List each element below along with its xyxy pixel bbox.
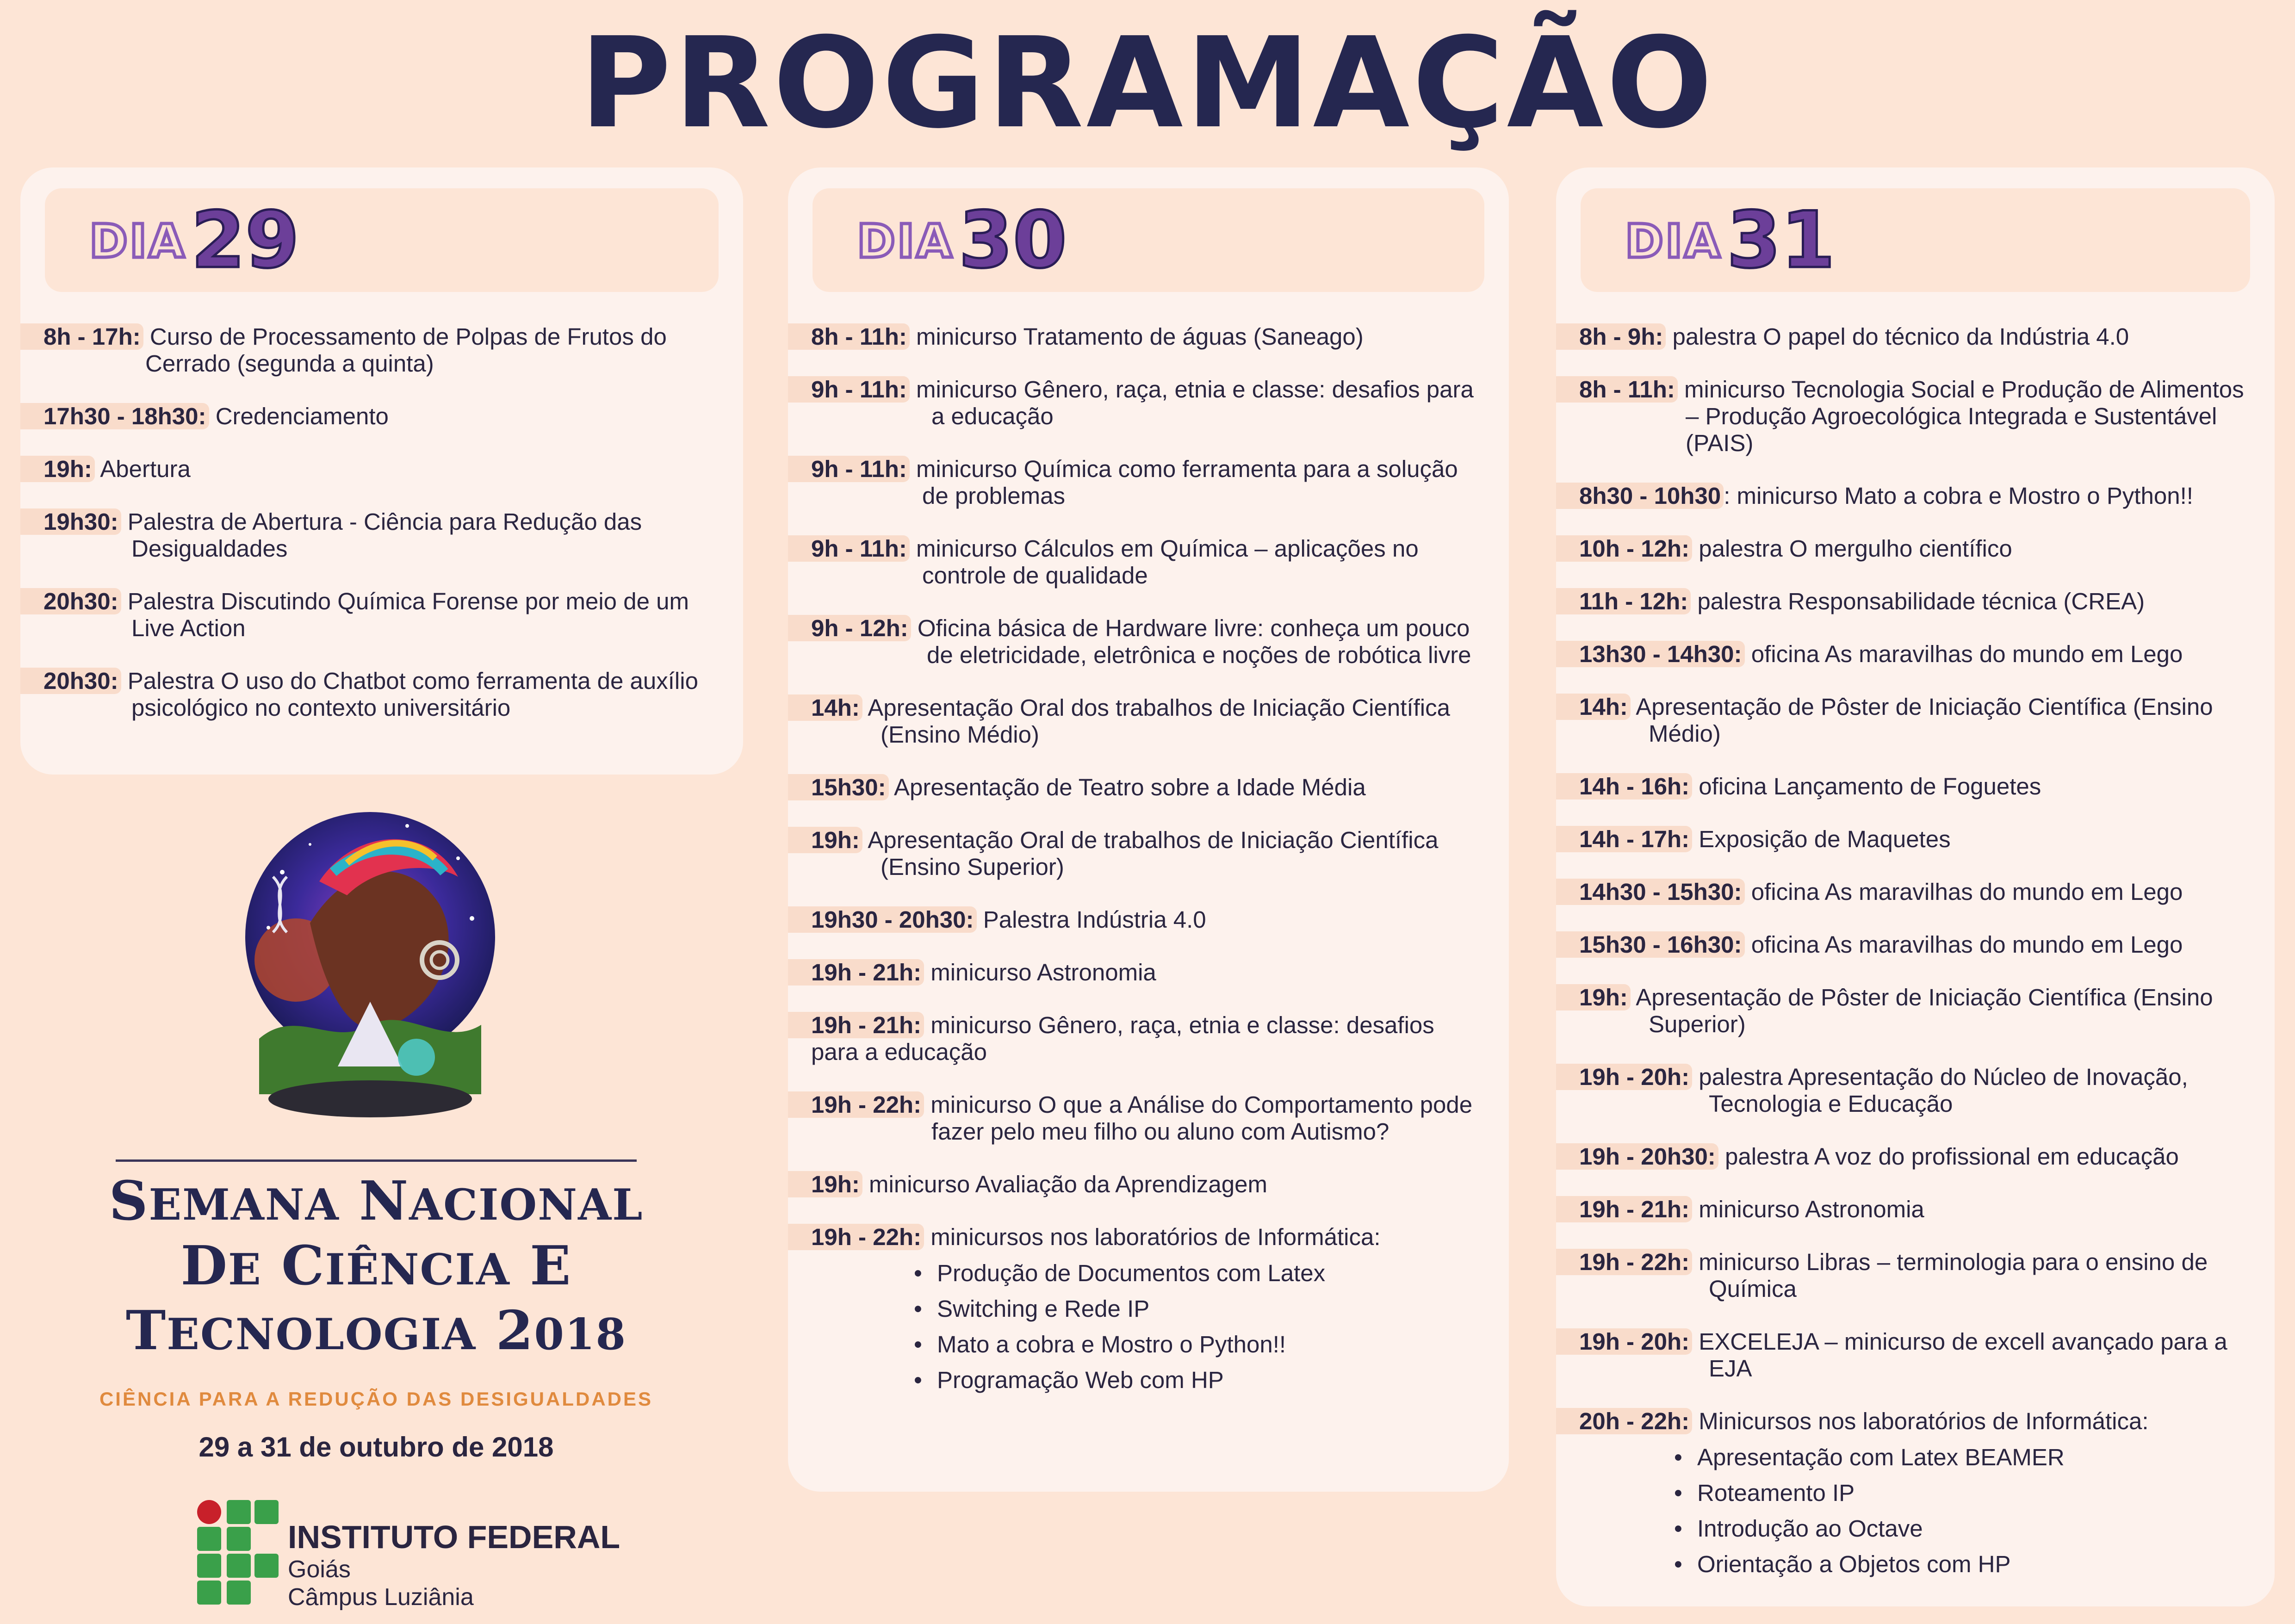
schedule-time: 14h: — [1556, 694, 1631, 720]
schedule-description: minicurso Química como ferramenta para a solução de problemas — [909, 456, 1458, 509]
day-label: DIA — [857, 214, 954, 268]
schedule-description: oficina Lançamento de Foguetes — [1692, 773, 2041, 800]
schedule-item-text — [20, 508, 743, 562]
schedule-description: Curso de Processamento de Polpas de Frutos do Cerrado (segunda a quinta) — [143, 323, 667, 377]
schedule-description: minicurso Libras – terminologia para o ensino de Química — [1692, 1249, 2208, 1302]
schedule-item — [788, 615, 1509, 669]
schedule-item-text — [788, 535, 1509, 589]
schedule-item — [788, 1091, 1509, 1145]
schedule-list — [20, 323, 743, 747]
schedule-description: oficina As maravilhas do mundo em Lego — [1744, 641, 2183, 667]
schedule-item-text — [788, 694, 1509, 748]
schedule-description: Apresentação de Pôster de Iniciação Científica (Ensino Superior) — [1630, 984, 2213, 1037]
schedule-item — [1556, 826, 2275, 853]
schedule-time: 15h30: — [788, 774, 889, 800]
schedule-description: : minicurso Mato a cobra e Mostro o Python!! — [1724, 483, 2193, 509]
schedule-item — [1556, 694, 2275, 747]
day-column-31 — [1556, 167, 2275, 1606]
schedule-item-text — [20, 323, 743, 377]
schedule-item-text — [1556, 1408, 2275, 1435]
schedule-time: 11h - 12h: — [1556, 588, 1691, 614]
schedule-item — [1556, 535, 2275, 562]
schedule-time: 20h - 22h: — [1556, 1408, 1692, 1434]
schedule-description: Oficina básica de Hardware livre: conheça um pouco de eletricidade, eletrônica e noções de robótica livre — [911, 615, 1471, 668]
schedule-item — [788, 1224, 1509, 1398]
schedule-description: Apresentação Oral dos trabalhos de Iniciação Científica (Ensino Médio) — [862, 694, 1450, 748]
schedule-time: 19h30 - 20h30: — [788, 906, 977, 933]
schedule-description: palestra O papel do técnico da Indústria 4.0 — [1666, 323, 2129, 350]
schedule-item-text — [788, 1171, 1509, 1198]
schedule-description: palestra Apresentação do Núcleo de Inovação, Tecnologia e Educação — [1692, 1064, 2188, 1117]
event-title-line: SEMANA NACIONAL — [109, 1170, 644, 1233]
institution-campus: Câmpus Luziânia — [288, 1584, 474, 1611]
schedule-description: minicurso Gênero, raça, etnia e classe: desafios para a educação — [811, 1012, 1434, 1065]
schedule-description: oficina As maravilhas do mundo em Lego — [1744, 879, 2183, 905]
schedule-description: minicurso Cálculos em Química – aplicações no controle de qualidade — [909, 535, 1419, 589]
schedule-list — [788, 323, 1509, 1424]
bullet-item: • Mato a cobra e Mostro o Python!! — [937, 1326, 1509, 1362]
bullet-item: • Produção de Documentos com Latex — [937, 1255, 1509, 1291]
schedule-time: 19h - 20h: — [1556, 1064, 1692, 1090]
schedule-description: minicurso Astronomia — [1692, 1196, 1924, 1222]
schedule-time: 9h - 11h: — [788, 535, 910, 562]
event-title — [69, 1171, 683, 1365]
schedule-description: palestra A voz do profissional em educação — [1718, 1143, 2179, 1170]
schedule-item — [1556, 483, 2275, 509]
schedule-time: 8h - 11h: — [1556, 376, 1678, 403]
schedule-item — [1556, 879, 2275, 905]
schedule-item — [788, 376, 1509, 430]
day-header — [45, 188, 719, 292]
day-label: DIA — [1625, 214, 1722, 268]
schedule-item — [1556, 984, 2275, 1038]
day-column-29 — [20, 167, 743, 775]
schedule-item — [788, 906, 1509, 933]
schedule-item-text — [1556, 323, 2275, 350]
schedule-item-text — [1556, 879, 2275, 905]
schedule-time: 10h - 12h: — [1556, 535, 1692, 562]
bullet-item: • Introdução ao Octave — [1697, 1511, 2275, 1546]
schedule-description: oficina As maravilhas do mundo em Lego — [1744, 931, 2183, 958]
bullet-list — [1556, 1439, 2275, 1582]
schedule-item-text — [788, 1091, 1509, 1145]
schedule-item-text — [1556, 931, 2275, 958]
schedule-item — [788, 535, 1509, 589]
schedule-item-text — [1556, 826, 2275, 853]
schedule-item-text — [1556, 1196, 2275, 1223]
schedule-item — [1556, 1143, 2275, 1170]
schedule-description: minicurso O que a Análise do Comportamento pode fazer pelo meu filho ou aluno com Autismo? — [924, 1091, 1473, 1145]
schedule-time: 9h - 11h: — [788, 456, 910, 482]
schedule-description: palestra O mergulho científico — [1692, 535, 2012, 562]
page-title: PROGRAMAÇÃO — [579, 10, 1716, 156]
schedule-time: 19h - 21h: — [788, 959, 924, 986]
schedule-item-text — [1556, 1064, 2275, 1117]
schedule-time: 8h - 9h: — [1556, 323, 1666, 350]
schedule-time: 9h - 12h: — [788, 615, 911, 641]
schedule-item-text — [788, 615, 1509, 669]
schedule-description: Palestra Discutindo Química Forense por meio de um Live Action — [121, 588, 689, 641]
schedule-time: 8h30 - 10h30 — [1556, 483, 1724, 509]
schedule-item-text — [788, 1012, 1509, 1066]
schedule-item-text — [788, 959, 1509, 986]
institution-name: INSTITUTO FEDERAL — [288, 1519, 620, 1555]
bullet-item: • Switching e Rede IP — [937, 1291, 1509, 1326]
schedule-time: 19h: — [20, 456, 95, 482]
schedule-time: 9h - 11h: — [788, 376, 910, 403]
schedule-item-text — [1556, 588, 2275, 615]
schedule-item — [788, 1012, 1509, 1066]
schedule-description: minicursos nos laboratórios de Informática: — [924, 1224, 1381, 1250]
schedule-time: 14h: — [788, 694, 862, 721]
institution-state: Goiás — [288, 1556, 351, 1583]
schedule-item-text — [788, 376, 1509, 430]
schedule-time: 15h30 - 16h30: — [1556, 931, 1745, 958]
bullet-item: • Programação Web com HP — [937, 1362, 1509, 1398]
schedule-time: 19h - 21h: — [1556, 1196, 1692, 1222]
schedule-time: 14h30 - 15h30: — [1556, 879, 1745, 905]
schedule-item — [1556, 588, 2275, 615]
schedule-item — [788, 827, 1509, 880]
schedule-item — [788, 456, 1509, 509]
day-number: 31 — [1727, 195, 1835, 285]
divider — [116, 1159, 637, 1162]
schedule-description: minicurso Tratamento de águas (Saneago) — [909, 323, 1364, 350]
schedule-description: minicurso Gênero, raça, etnia e classe: desafios para a educação — [909, 376, 1474, 429]
schedule-description: minicurso Avaliação da Aprendizagem — [862, 1171, 1267, 1197]
schedule-item — [20, 456, 743, 483]
schedule-description: Palestra O uso do Chatbot como ferramenta de auxílio psicológico no contexto universitário — [121, 668, 698, 721]
schedule-time: 19h30: — [20, 508, 121, 535]
day-number: 30 — [959, 195, 1067, 285]
schedule-item — [788, 1171, 1509, 1198]
schedule-description: minicurso Tecnologia Social e Produção de Alimentos – Produção Agroecológica Integrada e Sustentável (PAIS) — [1677, 376, 2244, 456]
event-subtitle: CIÊNCIA PARA A REDUÇÃO DAS DESIGUALDADES — [99, 1388, 653, 1410]
schedule-description: Apresentação Oral de trabalhos de Iniciação Científica (Ensino Superior) — [862, 827, 1439, 880]
schedule-time: 17h30 - 18h30: — [20, 403, 209, 429]
schedule-time: 20h30: — [20, 588, 121, 614]
schedule-description: Minicursos nos laboratórios de Informática: — [1692, 1408, 2149, 1434]
schedule-item-text — [788, 774, 1509, 801]
schedule-item — [20, 323, 743, 377]
event-title-line: TECNOLOGIA 2018 — [125, 1299, 627, 1362]
schedule-item — [1556, 931, 2275, 958]
schedule-item-text — [1556, 984, 2275, 1038]
bullet-list — [788, 1255, 1509, 1398]
schedule-description: Palestra Indústria 4.0 — [976, 906, 1206, 933]
schedule-time: 19h - 22h: — [788, 1224, 924, 1250]
schedule-item — [20, 403, 743, 430]
schedule-time: 19h: — [1556, 984, 1631, 1010]
event-dates: 29 a 31 de outubro de 2018 — [198, 1432, 554, 1463]
bullet-item: • Roteamento IP — [1697, 1475, 2275, 1511]
schedule-time: 19h: — [788, 1171, 862, 1197]
schedule-item-text — [1556, 694, 2275, 747]
schedule-description: Palestra de Abertura - Ciência para Redução das Desigualdades — [121, 508, 642, 562]
schedule-item-text — [20, 588, 743, 642]
schedule-description: minicurso Astronomia — [924, 959, 1156, 986]
schedule-description: Credenciamento — [209, 403, 389, 429]
schedule-item-text — [788, 1224, 1509, 1251]
schedule-item — [788, 323, 1509, 350]
schedule-item — [20, 508, 743, 562]
poster-illustration-icon — [241, 807, 500, 1122]
day-header — [1581, 188, 2250, 292]
event-title-line: DE CIÊNCIA E — [180, 1234, 572, 1297]
schedule-time: 19h: — [788, 827, 862, 853]
schedule-item — [788, 774, 1509, 801]
schedule-item-text — [788, 323, 1509, 350]
schedule-time: 14h - 16h: — [1556, 773, 1692, 800]
schedule-description: Apresentação de Teatro sobre a Idade Média — [888, 774, 1366, 800]
schedule-item-text — [1556, 483, 2275, 509]
day-column-30 — [788, 167, 1509, 1492]
schedule-time: 19h - 20h30: — [1556, 1143, 1718, 1170]
schedule-item — [1556, 1249, 2275, 1302]
day-number: 29 — [191, 195, 299, 285]
schedule-item — [1556, 1408, 2275, 1582]
schedule-item — [20, 668, 743, 721]
schedule-time: 19h - 22h: — [1556, 1249, 1692, 1275]
schedule-item — [788, 959, 1509, 986]
schedule-item-text — [1556, 641, 2275, 668]
schedule-time: 19h - 21h: — [788, 1012, 924, 1038]
schedule-description: Exposição de Maquetes — [1692, 826, 1951, 852]
schedule-item — [1556, 323, 2275, 350]
schedule-item — [20, 588, 743, 642]
bullet-item: • Apresentação com Latex BEAMER — [1697, 1439, 2275, 1475]
schedule-item-text — [1556, 1328, 2275, 1382]
schedule-item — [1556, 641, 2275, 668]
schedule-description: EXCELEJA – minicurso de excell avançado para a EJA — [1692, 1328, 2227, 1382]
schedule-time: 13h30 - 14h30: — [1556, 641, 1745, 667]
schedule-item-text — [788, 456, 1509, 509]
schedule-item — [788, 694, 1509, 748]
schedule-description: palestra Responsabilidade técnica (CREA) — [1691, 588, 2145, 614]
schedule-time: 14h - 17h: — [1556, 826, 1692, 852]
schedule-item-text — [20, 456, 743, 483]
schedule-time: 19h - 22h: — [788, 1091, 924, 1118]
schedule-item-text — [20, 403, 743, 430]
schedule-item-text — [1556, 773, 2275, 800]
day-label: DIA — [89, 214, 186, 268]
schedule-item-text — [1556, 1249, 2275, 1302]
schedule-list — [1556, 323, 2275, 1608]
schedule-item-text — [20, 668, 743, 721]
if-logo-icon — [196, 1499, 279, 1605]
schedule-description: Apresentação de Pôster de Iniciação Científica (Ensino Médio) — [1630, 694, 2213, 747]
schedule-item — [1556, 1328, 2275, 1382]
day-header — [813, 188, 1484, 292]
schedule-item — [1556, 1196, 2275, 1223]
schedule-time: 8h - 17h: — [20, 323, 143, 350]
schedule-item — [1556, 1064, 2275, 1117]
schedule-time: 20h30: — [20, 668, 121, 694]
schedule-item-text — [788, 827, 1509, 880]
schedule-item-text — [1556, 376, 2275, 457]
schedule-item-text — [1556, 535, 2275, 562]
schedule-item-text — [1556, 1143, 2275, 1170]
schedule-item-text — [788, 906, 1509, 933]
schedule-time: 19h - 20h: — [1556, 1328, 1692, 1355]
schedule-description: Abertura — [94, 456, 191, 482]
schedule-time: 8h - 11h: — [788, 323, 910, 350]
schedule-item — [1556, 376, 2275, 457]
bullet-item: • Orientação a Objetos com HP — [1697, 1546, 2275, 1582]
schedule-item — [1556, 773, 2275, 800]
